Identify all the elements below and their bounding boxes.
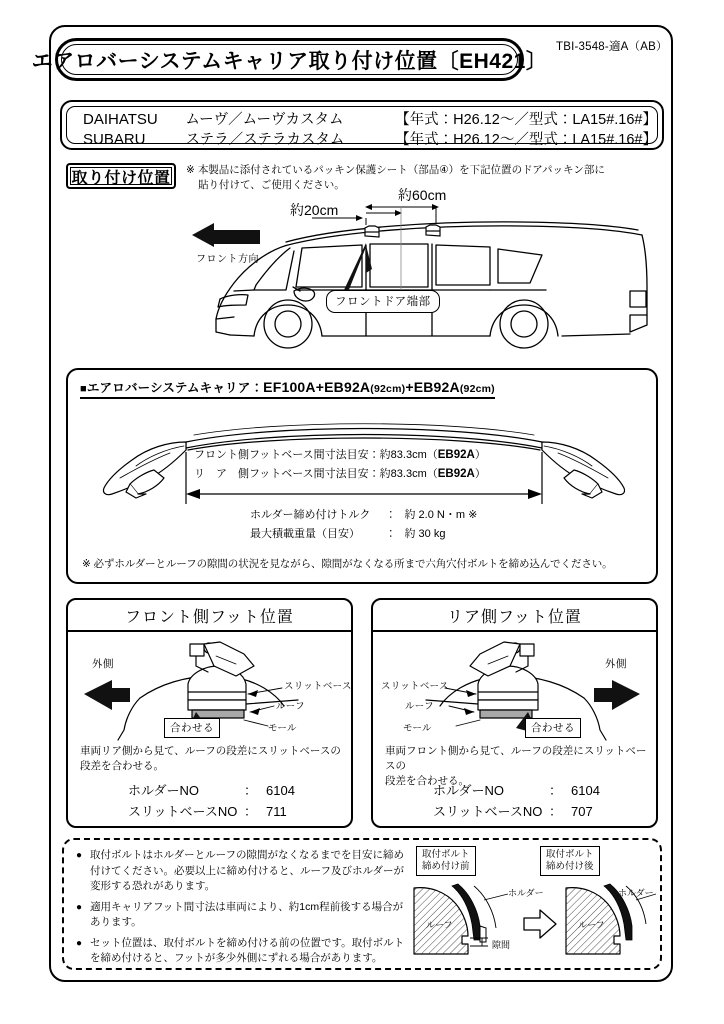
note-text: 取付ボルトはホルダーとルーフの隙間がなくなるまでを目安に締め付けてください。必要以上に締め付けると、ルーフ及びホルダーが変形する恐れがあります。 bbox=[90, 849, 405, 892]
rear-holder-key: ホルダーNO bbox=[433, 783, 504, 798]
front-slit-base-label: スリットベース bbox=[284, 681, 352, 692]
max-load-row bbox=[250, 525, 477, 544]
bolt-before-after-diagrams bbox=[412, 846, 656, 964]
note-item bbox=[76, 848, 406, 895]
dimension-60cm-label: 約60cm bbox=[398, 187, 447, 203]
front-foot-position-panel bbox=[66, 598, 353, 828]
vehicle-name: ステラ／ステラカスタム bbox=[185, 132, 345, 148]
note-item bbox=[76, 900, 406, 931]
bolt-after-line-2: 締め付け後 bbox=[546, 861, 594, 872]
dimension-20cm-label: 約20cm bbox=[290, 202, 339, 218]
vehicle-brand: DAIHATSU bbox=[83, 111, 158, 128]
rear-align-callout: 合わせる bbox=[525, 718, 581, 738]
rear-outer-label: 外側 bbox=[605, 658, 627, 670]
rear-roof-label: ルーフ bbox=[405, 701, 434, 712]
front-foot-desc-line-2: 段差を合わせる。 bbox=[80, 760, 164, 772]
front-holder-colon: ： bbox=[244, 783, 258, 798]
rear-foot-position-panel bbox=[371, 598, 658, 828]
max-load-key: 最大積載重量（目安） bbox=[250, 528, 360, 540]
rear-holder-colon: ： bbox=[549, 783, 563, 798]
note-mark: ※ bbox=[186, 164, 195, 176]
rear-base-dimension-text: リ ア 側フットベース間寸法目安：約83.3cm（ bbox=[194, 468, 438, 480]
bolt-gap-label: 隙間 bbox=[492, 940, 511, 950]
front-direction-arrow bbox=[192, 222, 262, 253]
vehicle-row bbox=[83, 130, 657, 150]
carrier-spec-box bbox=[66, 368, 658, 584]
rear-base-part: EB92A bbox=[437, 468, 475, 480]
rear-holder-value: 6104 bbox=[571, 783, 600, 798]
torque-value: ： 約 2.0 N・m ※ bbox=[388, 509, 478, 521]
install-position-label bbox=[66, 163, 176, 189]
note-item bbox=[76, 936, 406, 967]
rear-holder-row bbox=[433, 780, 600, 801]
front-foot-part-numbers bbox=[128, 780, 295, 822]
front-roof-label: ルーフ bbox=[276, 701, 305, 712]
bottom-notes-box bbox=[62, 838, 662, 970]
front-base-part: EB92A bbox=[437, 449, 475, 461]
vehicle-spec: 【年式：H26.12～／型式：LA15#.16#】 bbox=[395, 132, 657, 148]
bolt-holder-label-right: ホルダー bbox=[618, 888, 654, 898]
rear-foot-part-numbers bbox=[433, 780, 600, 822]
bullet-square-icon: ■ bbox=[80, 383, 87, 395]
rear-base-dimension-row bbox=[194, 465, 486, 484]
bolt-before-label bbox=[416, 846, 476, 876]
install-note-line-1: 本製品に添付されているパッキン保護シート（部品④）を下記位置のドアパッキン部に bbox=[197, 164, 605, 176]
bolt-after-label bbox=[540, 846, 600, 876]
front-foot-panel-title: フロント側フット位置 bbox=[125, 608, 294, 626]
bolt-before-line-2: 締め付け前 bbox=[422, 861, 470, 872]
note-text: 適用キャリアフット間寸法は車両により、約1cm程前後する場合があります。 bbox=[90, 900, 404, 928]
rear-slit-colon: ： bbox=[549, 804, 563, 819]
front-holder-row bbox=[128, 780, 295, 801]
document-code: TBI-3548-適A（AB） bbox=[556, 41, 668, 53]
car-side-view-svg bbox=[190, 195, 650, 350]
rear-foot-desc-line-1: 車両フロント側から見て、ルーフの段差にスリットベースの bbox=[385, 745, 647, 772]
front-door-edge-callout: フロントドア端部 bbox=[326, 290, 440, 313]
carrier-len-2: (92cm) bbox=[459, 383, 495, 395]
rear-slit-key: スリットベースNO bbox=[433, 804, 543, 819]
front-outer-label: 外側 bbox=[92, 658, 114, 670]
front-mole-label: モール bbox=[268, 723, 297, 734]
front-holder-key: ホルダーNO bbox=[128, 783, 199, 798]
carrier-model: EF100A+EB92A bbox=[263, 379, 371, 395]
vehicle-row bbox=[83, 110, 657, 130]
rear-base-close: ） bbox=[474, 468, 486, 480]
front-foot-panel-body bbox=[68, 632, 351, 828]
bolt-holder-label-left: ホルダー bbox=[508, 888, 544, 898]
vehicle-spec: 【年式：H26.12～／型式：LA15#.16#】 bbox=[395, 112, 657, 128]
front-foot-description bbox=[80, 744, 342, 774]
page-title: エアロバーシステムキャリア取り付け位置〔EH421〕 bbox=[31, 49, 548, 73]
carrier-title-text: エアロバーシステムキャリア： bbox=[86, 381, 264, 395]
note-bullet-icon: ● bbox=[76, 901, 83, 913]
rear-slit-row bbox=[433, 801, 600, 822]
rear-mole-label: モール bbox=[403, 723, 432, 734]
rear-slit-value: 707 bbox=[571, 804, 593, 819]
rear-foot-panel-header bbox=[373, 600, 656, 632]
bolt-roof-label-right: ルーフ bbox=[578, 920, 605, 930]
rear-foot-panel-title: リア側フット位置 bbox=[447, 608, 582, 626]
front-slit-colon: ： bbox=[244, 804, 258, 819]
carrier-title bbox=[80, 378, 495, 399]
bolt-before-line-1: 取付ボルト bbox=[422, 849, 470, 860]
front-foot-desc-line-1: 車両リア側から見て、ルーフの段差にスリットベースの bbox=[80, 745, 341, 757]
front-base-close: ） bbox=[474, 449, 486, 461]
front-slit-value: 711 bbox=[266, 804, 287, 819]
vehicle-name: ムーヴ／ムーヴカスタム bbox=[185, 112, 344, 128]
front-align-callout: 合わせる bbox=[164, 718, 220, 738]
install-note-line-2: 貼り付けて、ご使用ください。 bbox=[198, 179, 345, 191]
carrier-len-1: (92cm) bbox=[370, 383, 406, 395]
note-bullet-icon: ● bbox=[76, 937, 83, 949]
note-bullet-icon: ● bbox=[76, 850, 83, 861]
front-foot-panel-header bbox=[68, 600, 351, 632]
front-holder-value: 6104 bbox=[266, 783, 295, 798]
install-position-label-text: 取り付け位置 bbox=[71, 169, 171, 187]
rear-foot-desc-line-2: 段差を合わせる。 bbox=[385, 775, 469, 787]
torque-specifications bbox=[250, 506, 477, 544]
front-slit-key: スリットベースNO bbox=[128, 804, 238, 819]
note-text: セット位置は、取付ボルトを締め付ける前の位置です。取付ボルトを締め付けると、フットが多少外側にずれる場合があります。 bbox=[90, 936, 405, 964]
front-slit-row bbox=[128, 801, 295, 822]
torque-key: ホルダー締め付けトルク bbox=[250, 509, 371, 521]
foot-base-dimensions bbox=[194, 446, 486, 484]
front-direction-label: フロント方向 bbox=[196, 254, 259, 265]
bolt-roof-label-left: ルーフ bbox=[426, 920, 453, 930]
vehicle-brand: SUBARU bbox=[83, 131, 146, 148]
vehicle-model-inner bbox=[66, 106, 658, 148]
arrow-left-icon bbox=[192, 222, 262, 248]
car-illustration bbox=[190, 195, 650, 350]
bolt-after-line-1: 取付ボルト bbox=[546, 849, 594, 860]
front-base-dimension-row bbox=[194, 446, 486, 465]
notes-list bbox=[76, 848, 406, 972]
gap-warning-note: ※ 必ずホルダーとルーフの隙間の状況を見ながら、隙間がなくなる所まで六角穴付ボルトを締め込んでください。 bbox=[82, 558, 613, 570]
rear-foot-panel-body bbox=[373, 632, 656, 828]
rear-slit-base-label: スリットベース bbox=[381, 681, 449, 692]
document-title-pill bbox=[31, 38, 548, 81]
front-base-dimension-text: フロント側フットベース間寸法目安：約83.3cm（ bbox=[194, 449, 438, 461]
vehicle-model-box bbox=[60, 100, 664, 150]
carrier-model-2: +EB92A bbox=[405, 379, 460, 395]
max-load-value: ： 約 30 kg bbox=[388, 528, 446, 540]
torque-row bbox=[250, 506, 477, 525]
